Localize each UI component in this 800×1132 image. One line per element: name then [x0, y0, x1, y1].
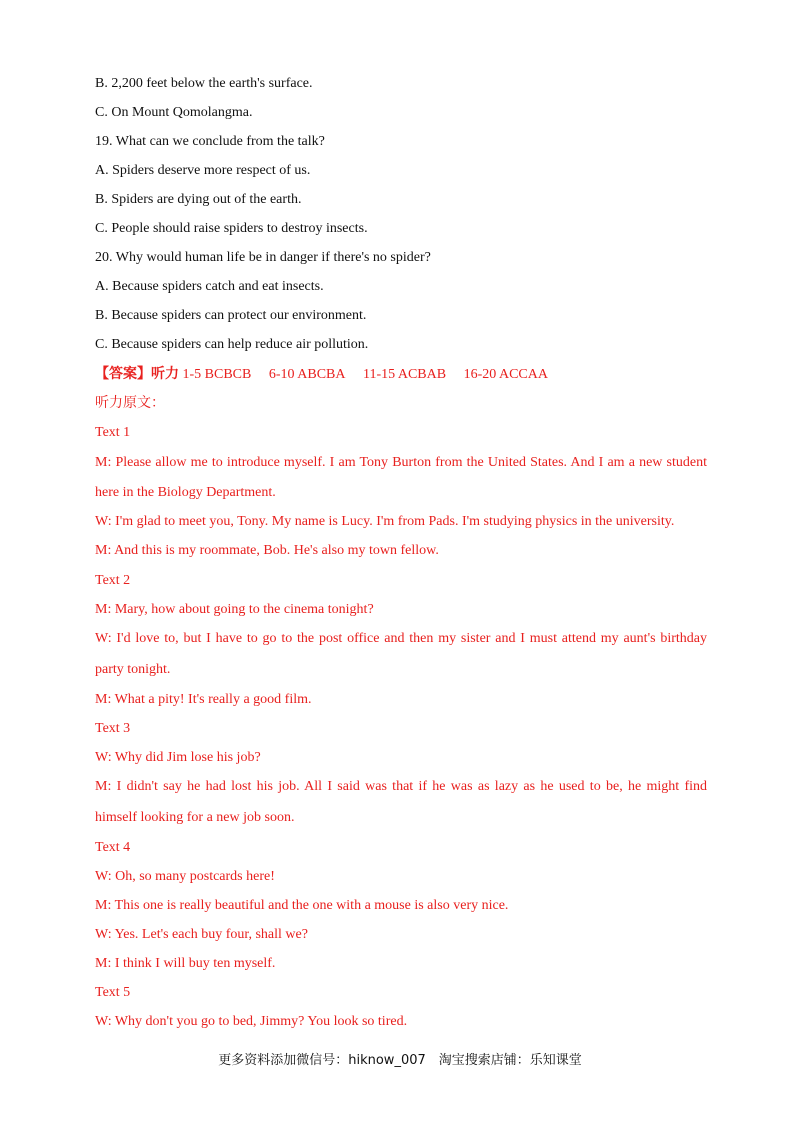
dialogue-line: W: Oh, so many postcards here!: [95, 869, 275, 884]
dialogue-line: W: Why don't you go to bed, Jimmy? You look so tired.: [95, 1014, 408, 1029]
dialogue-line: W: I'd love to, but I have to go to the post office and then my sister and I must attend my aunt's birthday: [95, 631, 707, 646]
question-line: 20. Why would human life be in danger if there's no spider?: [95, 250, 431, 265]
text-heading: Text 3: [95, 721, 131, 736]
answer-group: 1-5 BCBCB: [182, 367, 252, 382]
dialogue-line: M: And this is my roommate, Bob. He's also my town fellow.: [95, 543, 439, 558]
answer-group: 6-10 ABCBA: [268, 367, 346, 382]
answer-group: 16-20 ACCAA: [463, 367, 548, 382]
option-line: B. 2,200 feet below the earth's surface.: [95, 76, 313, 91]
transcript-heading: 听力原文：: [95, 396, 165, 411]
answer-key-line: [95, 366, 707, 384]
text-heading: Text 2: [95, 573, 131, 588]
answer-group: 11-15 ACBAB: [362, 367, 447, 382]
text-heading: Text 4: [95, 840, 131, 855]
dialogue-line: here in the Biology Department.: [95, 485, 276, 500]
option-line: C. Because spiders can help reduce air pollution.: [95, 337, 369, 352]
text-heading: Text 1: [95, 425, 131, 440]
option-line: C. People should raise spiders to destroy insects.: [95, 221, 368, 236]
answer-label: 【答案】: [95, 367, 151, 382]
dialogue-line: W: I'm glad to meet you, Tony. My name is Lucy. I'm from Pads. I'm studying physics in the university.: [95, 514, 675, 529]
dialogue-line: W: Why did Jim lose his job?: [95, 750, 261, 765]
option-line: B. Because spiders can protect our environment.: [95, 308, 367, 323]
option-line: A. Spiders deserve more respect of us.: [95, 163, 311, 178]
dialogue-line: W: Yes. Let's each buy four, shall we?: [95, 927, 308, 942]
answer-section: 听力: [151, 367, 179, 382]
dialogue-line: M: Mary, how about going to the cinema tonight?: [95, 602, 374, 617]
dialogue-line: M: Please allow me to introduce myself. I am Tony Burton from the United States. And I am a new student: [95, 455, 707, 470]
dialogue-line: party tonight.: [95, 662, 171, 677]
text-heading: Text 5: [95, 985, 131, 1000]
dialogue-line: himself looking for a new job soon.: [95, 810, 295, 825]
dialogue-line: M: What a pity! It's really a good film.: [95, 692, 312, 707]
option-line: B. Spiders are dying out of the earth.: [95, 192, 302, 207]
dialogue-line: M: I didn't say he had lost his job. All I said was that if he was as lazy as he used to be, he might find: [95, 779, 707, 794]
page-footer: 更多资料添加微信号：hiknow_007 淘宝搜索店铺：乐知课堂: [218, 1053, 582, 1068]
dialogue-line: M: I think I will buy ten myself.: [95, 956, 276, 971]
option-line: A. Because spiders catch and eat insects.: [95, 279, 324, 294]
question-line: 19. What can we conclude from the talk?: [95, 134, 325, 149]
dialogue-line: M: This one is really beautiful and the one with a mouse is also very nice.: [95, 898, 509, 913]
option-line: C. On Mount Qomolangma.: [95, 105, 253, 120]
